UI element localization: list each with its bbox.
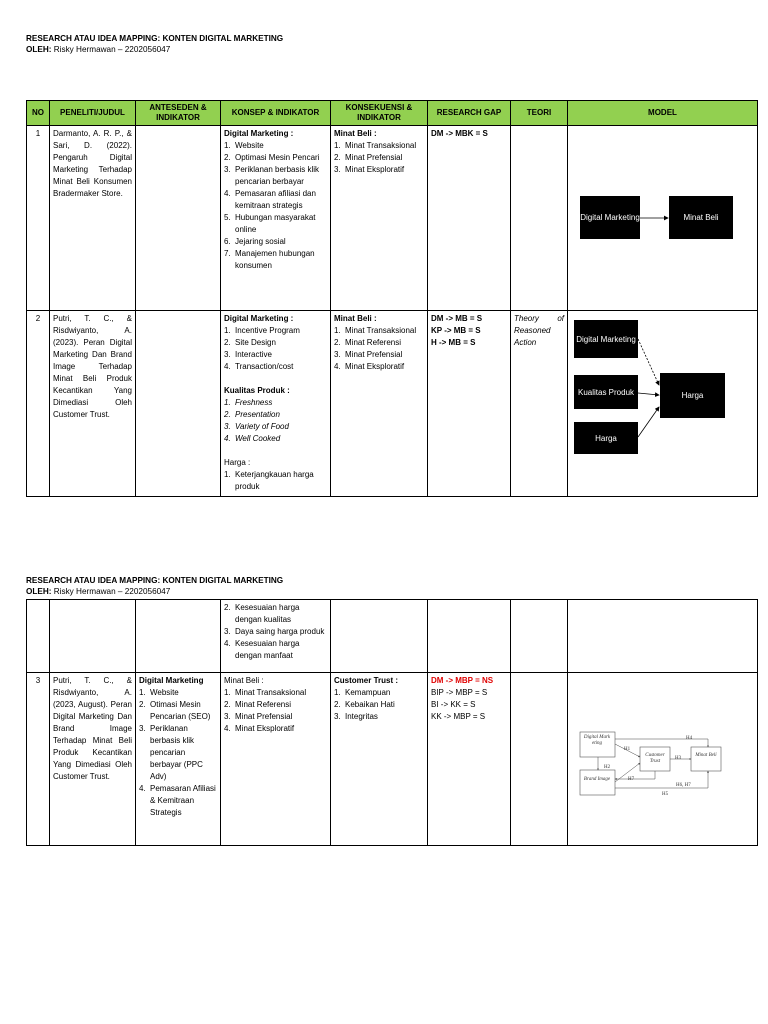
table-row [27,126,758,311]
konsep-title-3: Harga : [224,458,251,467]
konsekuensi-title: Minat Beli : [334,314,377,323]
row-gap [428,600,511,673]
list-item: 2. Optimasi Mesin Pencari [224,153,320,162]
row-gap [428,126,511,311]
list-item: 2. Otimasi Mesin Pencarian (SEO) [139,700,211,721]
list-item: 1. Minat Transaksional [334,326,417,335]
list-item: 1. Keterjangkauan harga produk [224,470,314,491]
model-box-digital-marketing: Digital Marketing [580,196,640,239]
konsekuensi-list [334,687,424,723]
list-item: 2. Site Design [224,338,276,347]
col-header-teori: TEORI [511,101,568,126]
konsekuensi-list [334,140,424,176]
row-konsep [221,311,331,497]
list-item: 4. Kesesuaian harga dengan manfaat [224,639,300,660]
model-box-harga-output: Harga [660,373,725,418]
list-item: 3. Minat Prefensial [224,712,293,721]
figure-label-h6-h7: H6, H7 [676,783,691,788]
figure-label-brand-image: Brand Image [583,777,611,782]
row-number: 3 [27,673,50,846]
col-header-konsep: KONSEP & INDIKATOR [221,101,331,126]
mapping-table-2 [26,599,758,846]
figure-label-h3: H3 [675,756,682,761]
list-item: 4. Pemasaran afiliasi dan kemitraan strategis [224,189,316,210]
document-title: RESEARCH ATAU IDEA MAPPING: KONTEN DIGITAL MARKETING [26,576,284,585]
list-item: 2. Kesesuaian harga dengan kualitas [224,603,300,624]
row-teori [511,673,568,846]
row-teori [511,126,568,311]
row-anteseden [136,126,221,311]
list-item: 2. Kebaikan Hati [334,700,395,709]
figure-label-h2: H2 [604,765,611,770]
col-header-konsekuensi: KONSEKUENSI & INDIKATOR [331,101,428,126]
row-gap [428,673,511,846]
list-item: 4. Transaction/cost [224,362,294,371]
table-row [27,673,758,846]
model-arrows-1 [568,126,758,311]
col-header-gap: RESEARCH GAP [428,101,511,126]
row-anteseden [136,600,221,673]
row-peneliti: Putri, T. C., & Risdwiyanto, A. (2023). Peran Digital Marketing Dan Brand Image Terhadap Minat Beli Produk Kecantikan Yang Dimediasi Oleh Customer Trust. [50,311,136,497]
row-konsep [221,600,331,673]
list-item: 4. Pemasaran Afiliasi & Kemitraan Strategis [139,784,216,817]
row-teori [511,600,568,673]
row-konsep [221,126,331,311]
list-item: 4. Minat Eksploratif [224,724,295,733]
row-anteseden [136,673,221,846]
document-header-1 [26,33,283,55]
document-title: RESEARCH ATAU IDEA MAPPING: KONTEN DIGITAL MARKETING [26,34,284,43]
row-number [27,600,50,673]
list-item: 6. Jejaring sosial [224,237,286,246]
model-box-digital-marketing: Digital Marketing [574,320,638,358]
document-author: OLEH: Risky Hermawan – 2202056047 [26,587,171,596]
figure-label-minat-beli: Minat Beli [695,753,717,758]
model-box-harga-input: Harga [574,422,638,454]
row-number: 2 [27,311,50,497]
list-item: 3. Periklanan berbasis klik pencarian berbayar (PPC Adv) [139,724,203,781]
gap-line: KP -> MB = S [431,326,481,335]
row-konsekuensi [331,126,428,311]
gap-line-not-significant: DM -> MBP = NS [431,676,494,685]
list-item: 5. Hubungan masyarakat online [224,213,316,234]
figure-label-h7: H7 [628,777,635,782]
row-model [568,600,758,673]
row-model [568,311,758,497]
list-item: 2. Minat Referensi [224,700,292,709]
row-model [568,126,758,311]
col-header-model: MODEL [568,101,758,126]
list-item: 1. Website [224,141,264,150]
table-row [27,600,758,673]
list-item: 4. Minat Eksploratif [334,362,405,371]
row-gap [428,311,511,497]
document-header-2 [26,575,283,597]
document-author: OLEH: Risky Hermawan – 2202056047 [26,45,171,54]
list-item: 2. Minat Referensi [334,338,402,347]
figure-label-digital-marketing: Digital Mark eting [583,735,611,746]
konsekuensi-title: Customer Trust : [334,676,399,685]
row-konsekuensi [331,311,428,497]
list-item: 3. Interactive [224,350,272,359]
konsep-title: Digital Marketing : [224,129,294,138]
list-item: 1. Website [139,688,179,697]
figure-label-h5: H5 [662,792,669,797]
list-item: 7. Manajemen hubungan konsumen [224,249,315,270]
list-item: 3. Variety of Food [224,422,289,431]
row-peneliti: Putri, T. C., & Risdwiyanto, A. (2023, August). Peran Digital Marketing Dan Brand Image Terhadap Minat Beli Produk Kecantikan Yang Dimediasi Oleh Customer Trust. [50,673,136,846]
gap-line: BIP -> MBP = S [431,688,488,697]
figure-label-h4: H4 [686,736,693,741]
row-number: 1 [27,126,50,311]
model-arrows-2 [568,311,758,497]
row-peneliti [50,600,136,673]
model-box-minat-beli: Minat Beli [669,196,733,239]
gap-line: DM -> MBK = S [431,129,488,138]
konsekuensi-list [334,325,424,373]
list-item: 1. Kemampuan [334,688,391,697]
list-item: 2. Minat Prefensial [334,153,403,162]
list-item: 3. Integritas [334,712,378,721]
list-item: 3. Periklanan berbasis klik pencarian berbayar [224,165,320,186]
table-row [27,311,758,497]
gap-line: H -> MB = S [431,338,476,347]
konsep-list-3 [224,469,327,493]
list-item: 3. Minat Prefensial [334,350,403,359]
anteseden-list [139,687,217,819]
col-header-anteseden: ANTESEDEN & INDIKATOR [136,101,221,126]
konsep-list [224,687,327,735]
row-konsekuensi [331,673,428,846]
konsep-list-3-cont [224,602,327,662]
konsep-title: Minat Beli : [224,676,264,685]
gap-line: BI -> KK = S [431,700,476,709]
list-item: 4. Well Cooked [224,434,281,443]
konsep-list [224,140,327,272]
gap-line: DM -> MB = S [431,314,483,323]
gap-line: KK -> MBP = S [431,712,486,721]
list-item: 1. Incentive Program [224,326,300,335]
col-header-peneliti: PENELITI/JUDUL [50,101,136,126]
mapping-table-1 [26,100,758,497]
model-box-kualitas-produk: Kualitas Produk [574,375,638,409]
konsep-title-2: Kualitas Produk : [224,386,290,395]
list-item: 1. Freshness [224,398,273,407]
konsep-list [224,325,327,373]
col-header-no: NO [27,101,50,126]
list-item: 1. Minat Transaksional [334,141,417,150]
figure-label-h1: H1 [624,747,631,752]
list-item: 3. Minat Eksploratif [334,165,405,174]
konsep-list-2 [224,397,327,445]
row-anteseden [136,311,221,497]
row-konsekuensi [331,600,428,673]
row-teori: Theory of Reasoned Action [511,311,568,497]
list-item: 1. Minat Transaksional [224,688,307,697]
row-peneliti: Darmanto, A. R. P., & Sari, D. (2022). Pengaruh Digital Marketing Terhadap Minat Beli Konsumen Bradermaker Store. [50,126,136,311]
row-model [568,673,758,846]
figure-label-customer-trust: Customer Trust [645,753,665,764]
row-konsep [221,673,331,846]
table-header-row [27,101,758,126]
list-item: 3. Daya saing harga produk [224,627,325,636]
list-item: 2. Presentation [224,410,280,419]
anteseden-title: Digital Marketing [139,676,204,685]
konsep-title: Digital Marketing : [224,314,294,323]
konsekuensi-title: Minat Beli : [334,129,377,138]
